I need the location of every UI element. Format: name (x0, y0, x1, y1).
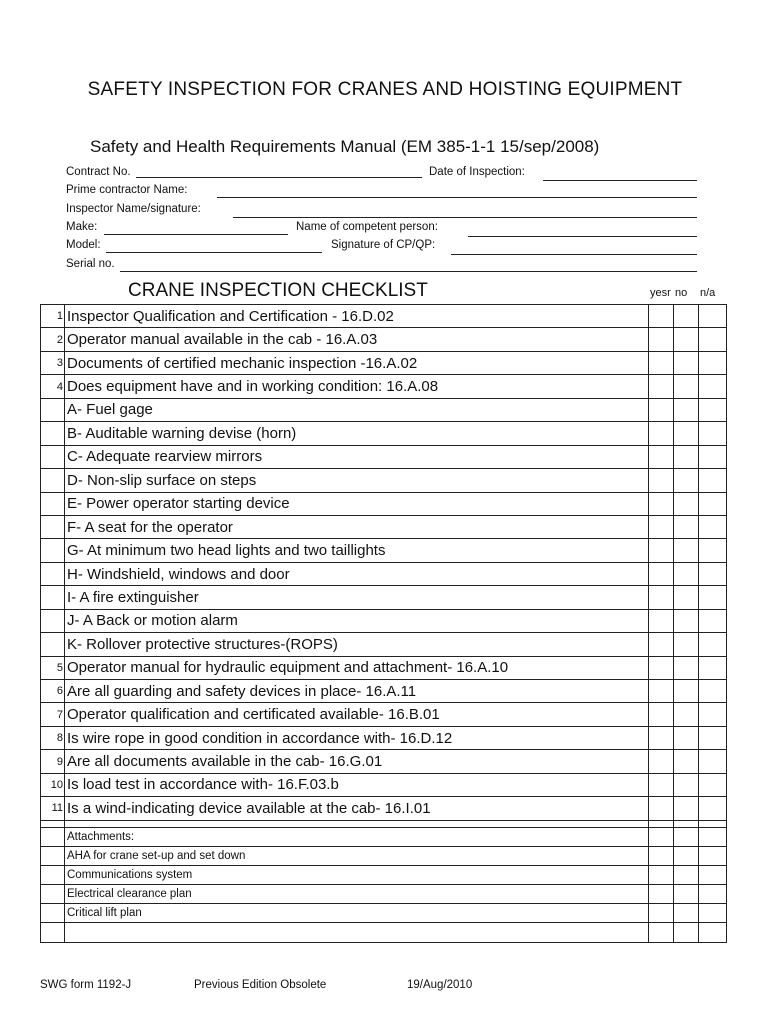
table-row (41, 820, 727, 827)
attachment-item: Communications system (65, 865, 649, 884)
na-box[interactable] (699, 586, 727, 609)
table-row (41, 726, 727, 749)
no-box[interactable] (674, 539, 699, 562)
table-row (41, 469, 727, 492)
na-box[interactable] (699, 422, 727, 445)
na-box[interactable] (699, 445, 727, 468)
item-number (41, 609, 65, 632)
table-row (41, 328, 727, 351)
item-text: D- Non-slip surface on steps (65, 469, 649, 492)
item-text: A- Fuel gage (65, 398, 649, 421)
date-of-inspection-field[interactable] (543, 180, 697, 181)
attachment-item: Critical lift plan (65, 903, 649, 922)
yes-box[interactable] (649, 726, 674, 749)
item-text: G- At minimum two head lights and two taillights (65, 539, 649, 562)
yes-box[interactable] (649, 773, 674, 796)
yes-box[interactable] (649, 328, 674, 351)
item-number (41, 586, 65, 609)
item-text: Operator manual available in the cab - 16.A.03 (65, 328, 649, 351)
no-box[interactable] (674, 305, 699, 328)
item-text: Operator qualification and certificated available- 16.B.01 (65, 703, 649, 726)
item-number: 3 (41, 351, 65, 374)
na-box[interactable] (699, 773, 727, 796)
inspector-field[interactable] (233, 217, 697, 218)
table-row (41, 492, 727, 515)
no-box[interactable] (674, 445, 699, 468)
item-text: Are all documents available in the cab- 16.G.01 (65, 750, 649, 773)
yes-box[interactable] (649, 305, 674, 328)
item-text: C- Adequate rearview mirrors (65, 445, 649, 468)
table-row (41, 515, 727, 538)
no-box[interactable] (674, 398, 699, 421)
no-box[interactable] (674, 750, 699, 773)
item-number (41, 422, 65, 445)
no-box[interactable] (674, 375, 699, 398)
table-row (41, 375, 727, 398)
na-box[interactable] (699, 703, 727, 726)
no-box[interactable] (674, 328, 699, 351)
date-of-inspection-label: Date of Inspection: (429, 166, 525, 178)
table-row (41, 922, 727, 942)
item-text: E- Power operator starting device (65, 492, 649, 515)
yes-box[interactable] (649, 492, 674, 515)
item-text: Is load test in accordance with- 16.F.03.b (65, 773, 649, 796)
attachment-item: Electrical clearance plan (65, 884, 649, 903)
table-row (41, 703, 727, 726)
no-box[interactable] (674, 773, 699, 796)
checklist-title: CRANE INSPECTION CHECKLIST (128, 280, 428, 301)
col-na-header: n/a (700, 287, 716, 299)
table-row (41, 422, 727, 445)
yes-box[interactable] (649, 375, 674, 398)
page-subtitle: Safety and Health Requirements Manual (EM 385-1-1 15/sep/2008) (90, 137, 600, 156)
na-box[interactable] (699, 609, 727, 632)
item-text: I- A fire extinguisher (65, 586, 649, 609)
no-box[interactable] (674, 469, 699, 492)
contract-no-field[interactable] (136, 177, 422, 178)
competent-person-field[interactable] (468, 236, 697, 237)
yes-box[interactable] (649, 797, 674, 820)
col-yes-header: yesr (650, 287, 671, 299)
no-box[interactable] (674, 515, 699, 538)
na-box[interactable] (699, 797, 727, 820)
item-text: Inspector Qualification and Certification - 16.D.02 (65, 305, 649, 328)
item-number (41, 539, 65, 562)
table-row (41, 539, 727, 562)
yes-box[interactable] (649, 703, 674, 726)
item-text: Is wire rope in good condition in accordance with- 16.D.12 (65, 726, 649, 749)
checklist-table (40, 304, 727, 943)
na-box[interactable] (699, 539, 727, 562)
serial-no-field[interactable] (120, 271, 697, 272)
competent-person-label: Name of competent person: (296, 221, 438, 233)
yes-box[interactable] (649, 422, 674, 445)
table-row (41, 562, 727, 585)
attachments-heading: Attachments: (65, 827, 649, 846)
na-box[interactable] (699, 328, 727, 351)
na-box[interactable] (699, 398, 727, 421)
no-box[interactable] (674, 586, 699, 609)
item-number: 9 (41, 750, 65, 773)
make-label: Make: (66, 221, 98, 233)
na-box[interactable] (699, 726, 727, 749)
table-row (41, 586, 727, 609)
table-row (41, 633, 727, 656)
item-number: 5 (41, 656, 65, 679)
yes-box[interactable] (649, 398, 674, 421)
item-number (41, 562, 65, 585)
item-number: 11 (41, 797, 65, 820)
item-text: B- Auditable warning devise (horn) (65, 422, 649, 445)
no-box[interactable] (674, 703, 699, 726)
table-row (41, 797, 727, 820)
contract-no-label: Contract No. (66, 166, 131, 178)
yes-box[interactable] (649, 750, 674, 773)
na-box[interactable] (699, 492, 727, 515)
table-row (41, 609, 727, 632)
item-number (41, 492, 65, 515)
yes-box[interactable] (649, 609, 674, 632)
item-text: F- A seat for the operator (65, 515, 649, 538)
yes-box[interactable] (649, 469, 674, 492)
item-text: J- A Back or motion alarm (65, 609, 649, 632)
table-row (41, 773, 727, 796)
item-number: 1 (41, 305, 65, 328)
na-box[interactable] (699, 515, 727, 538)
table-row (41, 351, 727, 374)
col-no-header: no (675, 287, 688, 299)
item-text: H- Windshield, windows and door (65, 562, 649, 585)
yes-box[interactable] (649, 633, 674, 656)
item-number: 7 (41, 703, 65, 726)
signature-cp-field[interactable] (451, 254, 697, 255)
item-number (41, 633, 65, 656)
table-row (41, 656, 727, 679)
no-box[interactable] (674, 633, 699, 656)
attachment-row (41, 865, 727, 884)
yes-box[interactable] (649, 586, 674, 609)
item-number (41, 445, 65, 468)
item-number: 8 (41, 726, 65, 749)
item-text: Documents of certified mechanic inspection -16.A.02 (65, 351, 649, 374)
no-box[interactable] (674, 562, 699, 585)
item-number (41, 469, 65, 492)
yes-box[interactable] (649, 680, 674, 703)
item-number (41, 398, 65, 421)
na-box[interactable] (699, 562, 727, 585)
no-box[interactable] (674, 680, 699, 703)
table-row (41, 680, 727, 703)
yes-box[interactable] (649, 539, 674, 562)
yes-box[interactable] (649, 351, 674, 374)
item-number: 6 (41, 680, 65, 703)
item-text: Does equipment have and in working condition: 16.A.08 (65, 375, 649, 398)
attachment-row (41, 903, 727, 922)
item-number: 2 (41, 328, 65, 351)
yes-box[interactable] (649, 445, 674, 468)
no-box[interactable] (674, 656, 699, 679)
table-row (41, 398, 727, 421)
prime-contractor-field[interactable] (217, 197, 697, 198)
attachment-item: AHA for crane set-up and set down (65, 846, 649, 865)
na-box[interactable] (699, 656, 727, 679)
item-text: K- Rollover protective structures-(ROPS) (65, 633, 649, 656)
page-title: SAFETY INSPECTION FOR CRANES AND HOISTING EQUIPMENT (87, 79, 683, 100)
na-box[interactable] (699, 750, 727, 773)
model-label: Model: (66, 239, 101, 251)
footer-form-number: SWG form 1192-J (40, 979, 132, 991)
table-row (41, 305, 727, 328)
no-box[interactable] (674, 726, 699, 749)
table-row (41, 750, 727, 773)
na-box[interactable] (699, 375, 727, 398)
signature-cp-label: Signature of CP/QP: (331, 239, 436, 251)
no-box[interactable] (674, 797, 699, 820)
attachment-row (41, 884, 727, 903)
table-row (41, 445, 727, 468)
attachment-row (41, 827, 727, 846)
item-text: Are all guarding and safety devices in place- 16.A.11 (65, 680, 649, 703)
item-number (41, 515, 65, 538)
item-number: 10 (41, 773, 65, 796)
attachment-row (41, 846, 727, 865)
na-box[interactable] (699, 633, 727, 656)
make-field[interactable] (104, 234, 288, 235)
na-box[interactable] (699, 680, 727, 703)
item-number: 4 (41, 375, 65, 398)
no-box[interactable] (674, 492, 699, 515)
footer-note: Previous Edition Obsolete (194, 979, 327, 991)
no-box[interactable] (674, 422, 699, 445)
item-text: Is a wind-indicating device available at the cab- 16.I.01 (65, 797, 649, 820)
yes-box[interactable] (649, 656, 674, 679)
na-box[interactable] (699, 469, 727, 492)
footer-date: 19/Aug/2010 (407, 979, 473, 991)
no-box[interactable] (674, 609, 699, 632)
no-box[interactable] (674, 351, 699, 374)
inspector-label: Inspector Name/signature: (66, 203, 201, 215)
item-text: Operator manual for hydraulic equipment and attachment- 16.A.10 (65, 656, 649, 679)
prime-contractor-label: Prime contractor Name: (66, 184, 188, 196)
model-field[interactable] (106, 252, 322, 253)
na-box[interactable] (699, 305, 727, 328)
yes-box[interactable] (649, 562, 674, 585)
serial-no-label: Serial no. (66, 258, 115, 270)
na-box[interactable] (699, 351, 727, 374)
yes-box[interactable] (649, 515, 674, 538)
